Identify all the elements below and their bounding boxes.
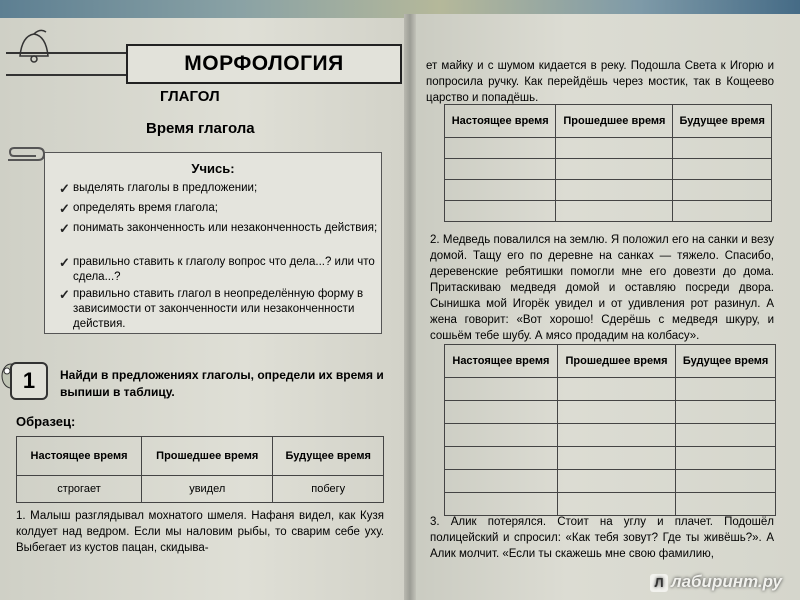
table-cell[interactable] [445,493,558,516]
table-header: Настоящее время [445,345,558,378]
learn-item: ✓ определять время глагола; [59,201,218,216]
table-cell[interactable] [556,201,673,222]
answer-table-1 [444,104,772,222]
table-cell[interactable] [445,378,558,401]
table-header: Прошедшее время [142,437,273,476]
watermark-logo-icon: Л [650,574,668,592]
table-header: Прошедшее время [557,345,676,378]
task-number: 1 [10,362,48,400]
table-cell[interactable] [673,180,772,201]
page-header: МОРФОЛОГИЯ [126,44,402,84]
table-header: Настоящее время [445,105,556,138]
checkmark-icon: ✓ [59,221,70,236]
table-cell[interactable] [557,401,676,424]
table-cell[interactable] [445,424,558,447]
table-cell[interactable] [676,424,776,447]
table-cell[interactable] [557,447,676,470]
learn-box [44,152,382,334]
table-cell[interactable] [557,470,676,493]
table-cell[interactable] [676,401,776,424]
checkmark-icon: ✓ [59,255,70,270]
checkmark-icon: ✓ [59,201,70,216]
table-header: Будущее время [673,105,772,138]
sample-table [16,436,384,503]
table-header: Будущее время [676,345,776,378]
exercise-paragraph-1: 1. Малыш разглядывал мохнатого шмеля. Нафаня видел, как Кузя колдует над ведром. Если мы наловим рыбы, то сварим себе уху. Выбегает из кустов пацан, скидыва- [16,510,384,554]
table-header: Настоящее время [17,437,142,476]
table-cell[interactable] [445,159,556,180]
paperclip-icon [4,140,48,180]
checkmark-icon: ✓ [59,181,70,196]
table-cell[interactable] [556,138,673,159]
learn-title: Учись: [191,161,235,176]
book-spine [404,14,416,600]
sample-label: Образец: [16,414,76,429]
table-cell: увидел [142,476,273,503]
table-cell[interactable] [673,201,772,222]
table-cell[interactable] [445,447,558,470]
table-cell[interactable] [676,470,776,493]
table-header: Будущее время [273,437,384,476]
watermark: Л лабиринт.ру [650,572,782,592]
table-cell[interactable] [673,138,772,159]
table-cell: строгает [17,476,142,503]
exercise-paragraph-3: 3. Алик потерялся. Стоит на углу и плачет. Подошёл полицейский и спросил: «Как тебя зовут? Где ты живёшь?». А Алик молчит. «Если ты скажешь мне свою фамилию, [430,516,774,560]
table-cell[interactable] [445,201,556,222]
table-header: Прошедшее время [556,105,673,138]
table-cell[interactable] [676,493,776,516]
table-cell[interactable] [673,159,772,180]
table-cell[interactable] [556,180,673,201]
exercise-paragraph-2: 2. Медведь повалился на землю. Я положил его на санки и везу домой. Тащу его по деревне на санках — тяжело. Спасибо, деревенские ребятишки помогли мне его довезти до дома. Притаскиваю медведя домой и оставляю посреди двора. Сынишка мой Игорёк увидел и от удивления рот разинул. А жена говорит: «Вот хорошо! Сдерёшь с медведя шкуру, и сошьём тебе шубу. А мясо продадим на колбасу». [430,234,774,342]
checkmark-icon: ✓ [59,287,70,302]
table-cell[interactable] [556,159,673,180]
learn-item: ✓ правильно ставить глагол в неопределённую форму в зависимости от законченности или незаконченности действия. [59,287,364,330]
table-cell[interactable] [557,424,676,447]
learn-item: ✓ правильно ставить к глаголу вопрос что дела...? или что сдела...? [59,255,375,283]
table-cell[interactable] [676,447,776,470]
learn-item: ✓ понимать законченность или незаконченность действия; [59,221,378,236]
answer-table-2 [444,344,776,516]
table-cell: побегу [273,476,384,503]
task-instruction: Найди в предложениях глаголы, определи их время и выпиши в таблицу. [60,368,384,399]
learn-item: ✓ выделять глаголы в предложении; [59,181,258,196]
table-cell[interactable] [445,138,556,159]
table-cell[interactable] [557,493,676,516]
bell-icon [12,26,56,66]
table-cell[interactable] [445,180,556,201]
table-cell[interactable] [557,378,676,401]
subsection-title: Время глагола [146,120,255,137]
table-cell[interactable] [676,378,776,401]
table-cell[interactable] [445,401,558,424]
section-title: ГЛАГОЛ [160,88,220,105]
exercise-paragraph-continued: ет майку и с шумом кидается в реку. Подошла Света к Игорю и попросила ручку. Как перейдёшь через мостик, так в Кощеево царство и попадёшь. [426,60,774,104]
table-cell[interactable] [445,470,558,493]
